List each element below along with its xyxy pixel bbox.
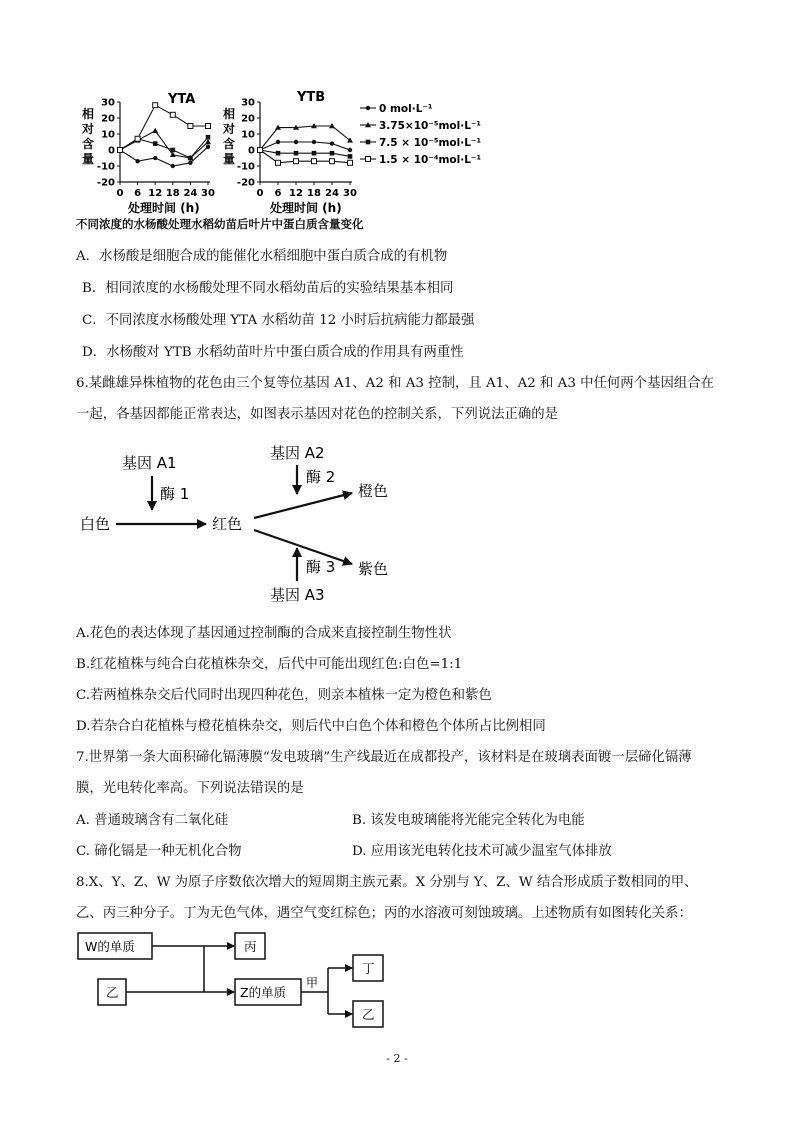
yta-data-point <box>206 124 211 129</box>
q6-option-b: B.红花植株与纯合白花植株杂交，后代中可能出现红色:白色=1:1 <box>76 657 463 672</box>
yta-data-point <box>152 128 158 133</box>
q6-option-a: A.花色的表达体现了基因通过控制酶的合成来直接控制生物性状 <box>76 626 452 641</box>
yta-y-tick-label: 30 <box>101 97 115 109</box>
yta-data-point <box>170 112 175 117</box>
q7-stem-line1: 7.世界第一条大面积碲化镉薄膜“发电玻璃”生产线最近在成都投产，该材料是在玻璃表面镀一层碲化镉薄 <box>76 750 692 765</box>
ytb-y-tick-label: 30 <box>241 97 255 109</box>
ytb-data-point <box>276 160 281 165</box>
yta-series-line-3 <box>120 137 208 158</box>
yta-data-point <box>135 159 139 163</box>
ytb-x-tick-label: 30 <box>343 188 357 199</box>
ytb-data-point <box>348 160 353 165</box>
ytb-title: YTB <box>297 90 326 105</box>
yta-ylabel-char: 量 <box>82 152 95 166</box>
yta-y-tick-label: -20 <box>96 177 115 189</box>
ytb-xlabel: 处理时间 (h) <box>270 201 342 215</box>
q7-option-c: C. 碲化镉是一种无机化合物 <box>76 844 242 859</box>
q7-option-d: D. 应用该光电转化技术可减少温室气体排放 <box>352 844 612 859</box>
orange-label: 橙色 <box>358 482 389 500</box>
yta-y-tick-label: -10 <box>96 161 115 173</box>
ytb-data-point <box>276 151 281 156</box>
yta-data-point <box>135 136 140 141</box>
legend-label: 1.5 × 10⁻⁴mol·L⁻¹ <box>379 154 482 166</box>
legend-label: 3.75×10⁻⁵mol·L⁻¹ <box>379 120 482 132</box>
yta-data-point <box>153 141 158 146</box>
chart-caption: 不同浓度的水杨酸处理水稻幼苗后叶片中蛋白质含量变化 <box>76 217 364 231</box>
yta-data-point <box>188 161 192 165</box>
yta-data-point <box>188 156 193 161</box>
z-element-label: Z的单质 <box>240 985 287 1000</box>
chart-figure <box>76 86 496 236</box>
yta-x-tick-label: 30 <box>201 188 215 199</box>
ytb-series-line-3 <box>260 150 350 156</box>
q5-option-d: D．水杨酸对 YTB 水稻幼苗叶片中蛋白质合成的作用具有两重性 <box>82 345 464 360</box>
q6-option-c: C.若两植株杂交后代同时出现四种花色，则亲本植株一定为橙色和紫色 <box>76 688 492 703</box>
q6-option-d: D.若杂合白花植株与橙花植株杂交，则后代中白色个体和橙色个体所占比例相同 <box>76 719 546 734</box>
yta-x-tick-label: 6 <box>134 188 142 199</box>
ytb-data-point <box>276 140 280 144</box>
yta-data-point <box>118 148 123 153</box>
yta-data-point <box>153 103 158 108</box>
ytb-x-tick-label: 18 <box>307 188 321 199</box>
q5-option-c: C．不同浓度水杨酸处理 YTA 水稻幼苗 12 小时后抗病能力都最强 <box>82 313 475 328</box>
red-to-orange-arrow <box>254 493 352 518</box>
q7-option-b: B. 该发电玻璃能将光能完全转化为电能 <box>352 813 585 828</box>
q5-option-b: B．相同浓度的水杨酸处理不同水稻幼苗后的实验结果基本相同 <box>82 281 454 296</box>
yi2-label: 乙 <box>362 1007 375 1022</box>
ytb-data-point <box>330 141 334 145</box>
ytb-x-tick-label: 12 <box>289 188 303 199</box>
yta-data-point <box>153 156 157 160</box>
gene-pathway-diagram <box>76 438 416 608</box>
ytb-ylabel-char: 量 <box>223 152 236 166</box>
ytb-ylabel-char: 含 <box>223 137 236 151</box>
yta-y-tick-label: 20 <box>101 113 115 125</box>
legend-marker <box>366 157 371 162</box>
yta-series-line-1 <box>120 147 208 166</box>
red-label: 红色 <box>212 515 243 533</box>
yta-data-point <box>188 124 193 129</box>
ytb-data-point <box>294 140 298 144</box>
purple-label: 紫色 <box>358 560 389 578</box>
ytb-y-tick-label: -20 <box>236 177 255 189</box>
yta-x-tick-label: 18 <box>165 188 180 199</box>
gene-a1-label: 基因 A1 <box>122 454 177 472</box>
gene-a2-label: 基因 A2 <box>270 444 325 462</box>
ytb-x-tick-label: 6 <box>274 188 282 199</box>
conversion-svg <box>76 928 396 1038</box>
yta-x-tick-label: 0 <box>116 188 124 199</box>
yta-axes <box>97 98 215 200</box>
yta-data-point <box>206 145 210 149</box>
ytb-axes <box>237 98 357 200</box>
ytb-series-line-2 <box>260 126 350 150</box>
ytb-series-line-1 <box>260 142 350 150</box>
q6-stem-line2: 一起，各基因都能正常表达，如图表示基因对花色的控制关系，下列说法正确的是 <box>76 407 559 422</box>
q5-option-a: A．水杨酸是细胞合成的能催化水稻细胞中蛋白质合成的有机物 <box>76 249 448 264</box>
ytb-data-point <box>312 159 317 164</box>
ytb-data-point <box>258 148 263 153</box>
yta-data-point <box>171 164 175 168</box>
bing-label: 丙 <box>244 939 257 954</box>
ytb-y-tick-label: 0 <box>248 145 255 157</box>
yta-series <box>117 103 211 169</box>
ding-label: 丁 <box>362 961 375 976</box>
ytb-y-tick-label: 20 <box>241 113 255 125</box>
chart-legend <box>360 103 481 166</box>
page-number: - 2 - <box>386 1052 408 1065</box>
ytb-ylabel-char: 对 <box>223 122 236 136</box>
conversion-diagram <box>76 928 396 1038</box>
yta-data-point <box>206 135 211 140</box>
ytb-series <box>257 123 353 165</box>
ytb-x-tick-label: 24 <box>325 188 339 199</box>
q7-option-a: A. 普通玻璃含有二氧化硅 <box>76 813 229 828</box>
chart-svg <box>76 86 496 216</box>
ytb-data-point <box>294 159 299 164</box>
enzyme1-label: 酶 1 <box>160 485 190 503</box>
yta-ylabel-char: 对 <box>82 122 95 136</box>
yta-data-point <box>171 148 176 153</box>
yi-label: 乙 <box>106 985 119 1000</box>
yta-y-tick-label: 0 <box>108 145 115 157</box>
ytb-data-point <box>330 159 335 164</box>
yta-x-tick-label: 24 <box>183 188 198 199</box>
q8-stem-line1: 8.X、Y、Z、W 为原子序数依次增大的短周期主族元素。X 分别与 Y、Z、W 结合形成质子数相同的甲、 <box>76 875 698 890</box>
w-element-label: W的单质 <box>85 939 135 954</box>
ytb-data-point <box>348 154 353 159</box>
legend-marker <box>366 106 370 110</box>
yta-xlabel: 处理时间 (h) <box>128 201 200 215</box>
q8-stem-line2: 乙、丙三种分子。丁为无色气体，遇空气变红棕色；丙的水溶液可刻蚀玻璃。上述物质有如图转化关系： <box>76 906 692 921</box>
ytb-y-tick-label: -10 <box>236 161 255 173</box>
ytb-y-tick-label: 10 <box>241 129 255 141</box>
white-label: 白色 <box>80 515 111 533</box>
ytb-data-point <box>348 148 352 152</box>
yta-ylabel-char: 相 <box>82 107 95 121</box>
gene-pathway-svg <box>76 438 416 608</box>
legend-label: 7.5 × 10⁻⁵mol·L⁻¹ <box>379 137 482 149</box>
yta-ylabel-char: 含 <box>82 137 95 151</box>
enzyme2-label: 酶 2 <box>306 468 336 486</box>
jia-label: 甲 <box>306 976 319 990</box>
q6-stem-line1: 6.某雌雄异株植物的花色由三个复等位基因 A1、A2 和 A3 控制，且 A1、A2 和 A3 中任何两个基因组合在 <box>76 376 715 391</box>
ytb-data-point <box>312 140 316 144</box>
ytb-x-tick-label: 0 <box>256 188 264 199</box>
ytb-data-point <box>330 151 335 156</box>
enzyme3-label: 酶 3 <box>306 558 336 576</box>
q7-stem-line2: 膜，光电转化率高。下列说法错误的是 <box>76 781 304 796</box>
legend-marker <box>366 140 371 145</box>
yta-y-tick-label: 10 <box>101 129 115 141</box>
ytb-data-point <box>294 151 299 156</box>
ytb-data-point <box>312 151 317 156</box>
red-to-purple-arrow <box>254 530 352 564</box>
ytb-ylabel-char: 相 <box>223 107 236 121</box>
gene-a3-label: 基因 A3 <box>270 586 325 604</box>
yta-x-tick-label: 12 <box>148 188 163 199</box>
yta-title: YTA <box>168 92 196 107</box>
yta-series-line-2 <box>120 131 208 158</box>
legend-label: 0 mol·L⁻¹ <box>379 103 433 115</box>
